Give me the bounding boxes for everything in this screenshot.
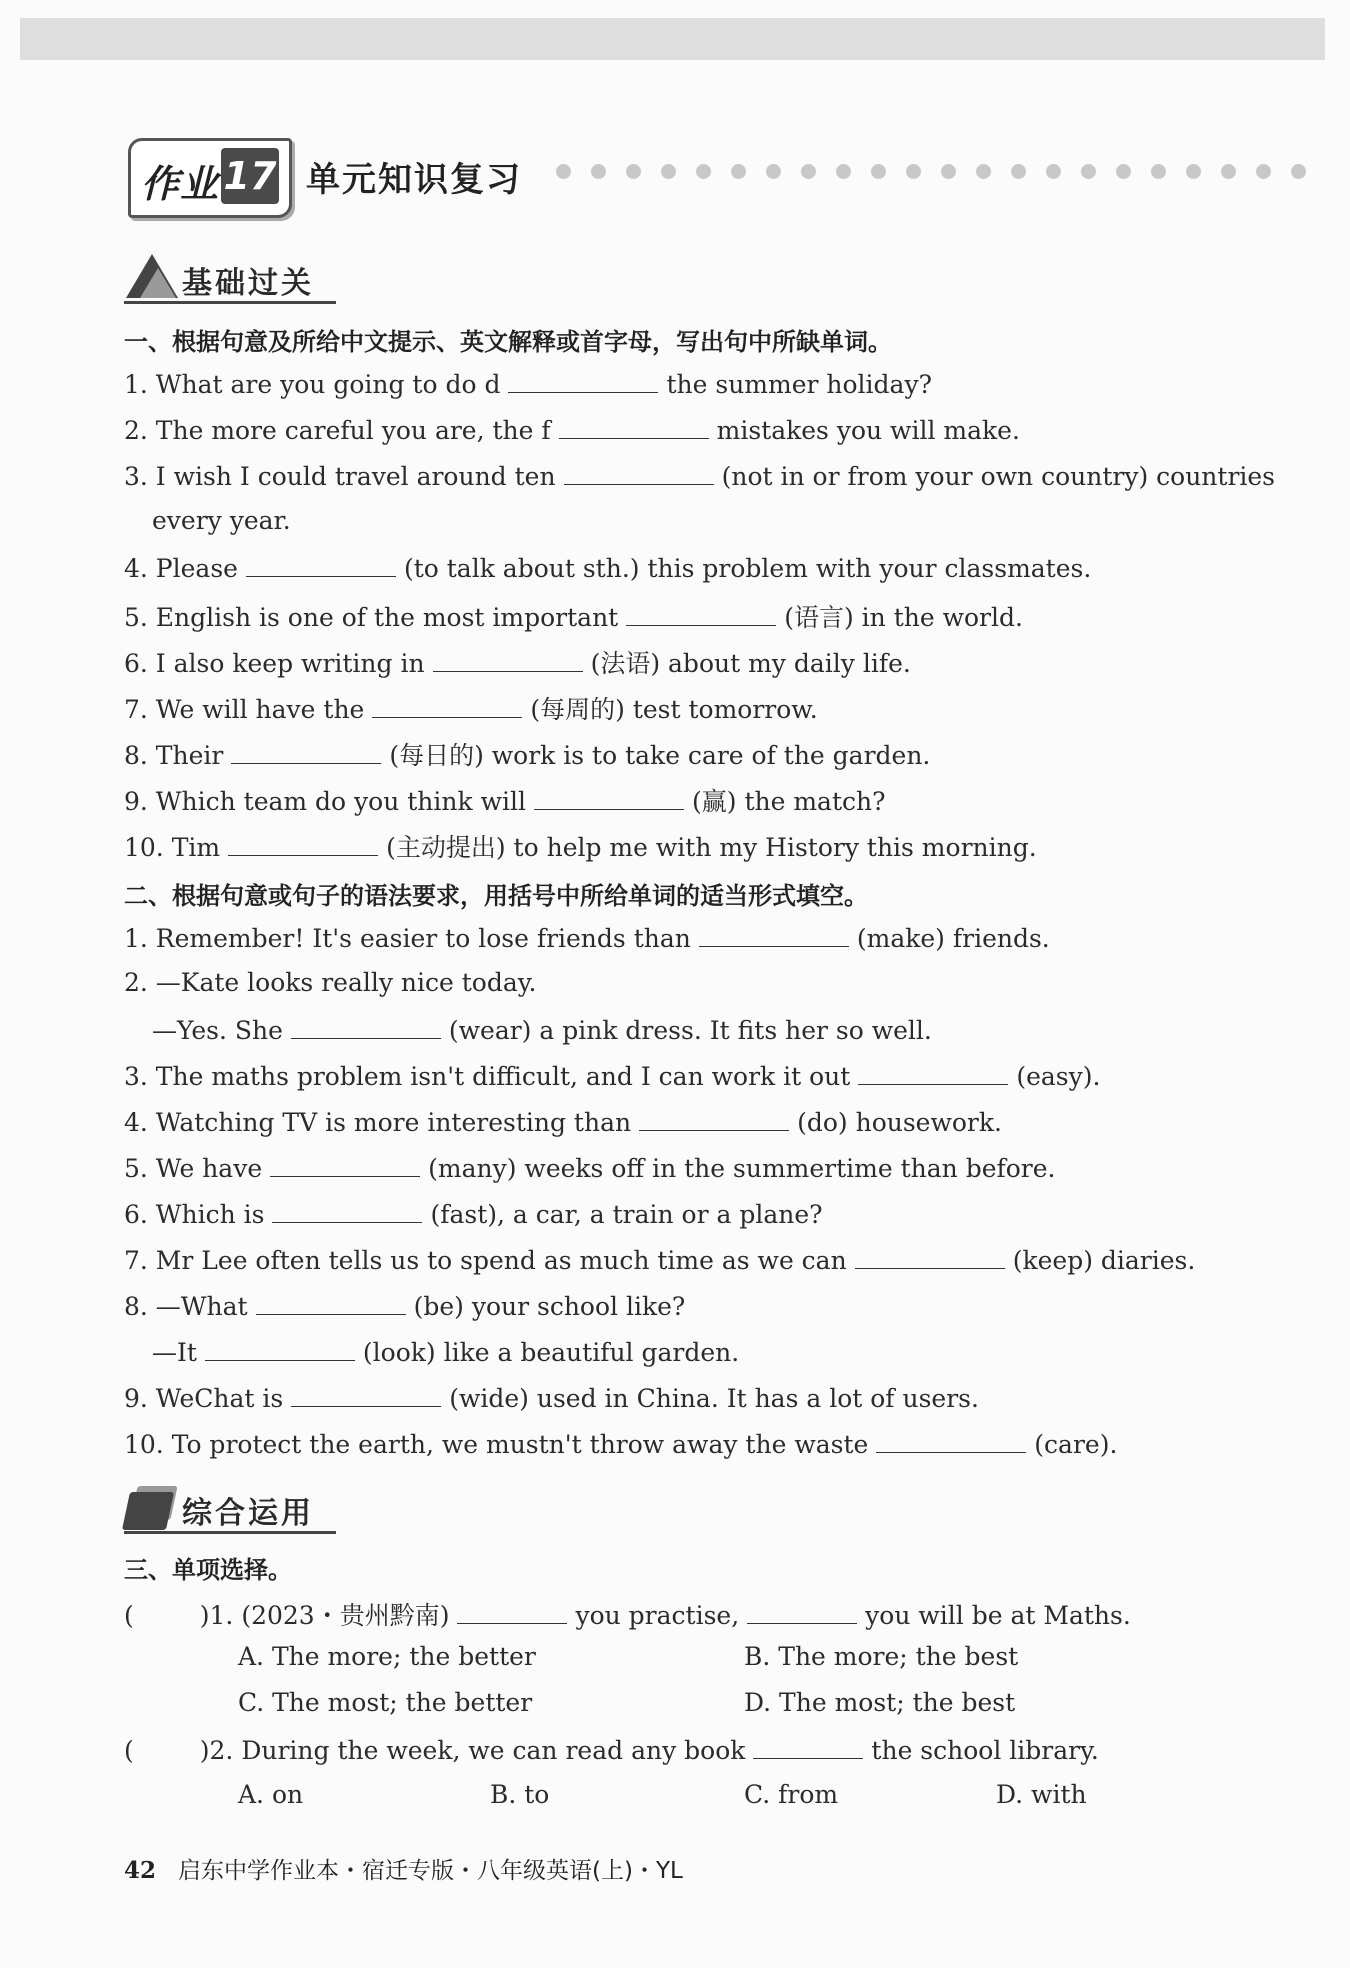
- question-line: 9. Which team do you think will (赢) the match?: [124, 787, 886, 816]
- answer-blank[interactable]: [699, 922, 849, 947]
- question-line: 5. We have (many) weeks off in the summertime than before.: [124, 1154, 1056, 1183]
- question-line: 9. WeChat is (wide) used in China. It has a lot of users.: [124, 1384, 979, 1413]
- answer-paren-open: (: [124, 1736, 134, 1765]
- option-d[interactable]: D. The most; the best: [744, 1688, 1016, 1717]
- answer-blank[interactable]: [858, 1060, 1008, 1085]
- question-line: —Yes. She (wear) a pink dress. It fits her so well.: [152, 1016, 932, 1045]
- question-line: 7. Mr Lee often tells us to spend as much time as we can (keep) diaries.: [124, 1246, 1196, 1275]
- answer-blank[interactable]: [231, 739, 381, 764]
- answer-blank[interactable]: [256, 1290, 406, 1315]
- question-line: 8. Their (每日的) work is to take care of the garden.: [124, 741, 931, 770]
- question-line: 8. —What (be) your school like?: [124, 1292, 686, 1321]
- answer-blank[interactable]: [747, 1599, 857, 1624]
- option-b[interactable]: B. to: [490, 1780, 550, 1809]
- answer-blank[interactable]: [270, 1152, 420, 1177]
- answer-blank[interactable]: [433, 647, 583, 672]
- question-line: 7. We will have the (每周的) test tomorrow.: [124, 695, 818, 724]
- part2-instruction: 二、根据句意或句子的语法要求，用括号中所给单词的适当形式填空。: [124, 882, 868, 910]
- mc-question-1: ( )1. (2023・贵州黔南) you practise, you will be at Maths.: [124, 1601, 1131, 1630]
- mc-question-2: ( )2. During the week, we can read any book the school library.: [124, 1736, 1099, 1765]
- book-series-title: 启东中学作业本・宿迁专版・八年级英语(上)・YL: [178, 1858, 683, 1884]
- page-number: 42: [124, 1857, 157, 1884]
- answer-blank[interactable]: [508, 368, 658, 393]
- option-a[interactable]: A. on: [238, 1780, 304, 1809]
- question-line: 4. Watching TV is more interesting than (do) housework.: [124, 1108, 1002, 1137]
- answer-blank[interactable]: [246, 552, 396, 577]
- answer-blank[interactable]: [272, 1198, 422, 1223]
- section-underline: [124, 1531, 336, 1534]
- question-line: 2. The more careful you are, the f mistakes you will make.: [124, 416, 1020, 445]
- homework-label: 作业: [141, 162, 220, 206]
- option-b[interactable]: B. The more; the best: [744, 1642, 1019, 1671]
- option-d[interactable]: D. with: [996, 1780, 1087, 1809]
- answer-blank[interactable]: [205, 1336, 355, 1361]
- answer-paren-open: (: [124, 1601, 134, 1630]
- answer-blank[interactable]: [534, 785, 684, 810]
- question-line: 5. English is one of the most important (语言) in the world.: [124, 603, 1023, 632]
- section-underline: [124, 301, 336, 304]
- option-a[interactable]: A. The more; the better: [238, 1642, 536, 1671]
- scan-top-band: [20, 18, 1325, 60]
- decorative-dots: [556, 164, 1306, 179]
- option-c[interactable]: C. from: [744, 1780, 839, 1809]
- answer-blank[interactable]: [457, 1599, 567, 1624]
- section-banner-basic: [124, 254, 336, 304]
- answer-blank[interactable]: [639, 1106, 789, 1131]
- question-line: 1. What are you going to do d the summer holiday?: [124, 370, 932, 399]
- question-line: —It (look) like a beautiful garden.: [152, 1338, 740, 1367]
- part1-instruction: 一、根据句意及所给中文提示、英文解释或首字母，写出句中所缺单词。: [124, 328, 892, 356]
- answer-blank[interactable]: [372, 693, 522, 718]
- section-label: 基础过关: [182, 266, 314, 301]
- page-footer: [124, 1852, 683, 1885]
- answer-blank[interactable]: [559, 414, 709, 439]
- question-line: 3. The maths problem isn't difficult, and I can work it out (easy).: [124, 1062, 1101, 1091]
- question-line: 1. Remember! It's easier to lose friends than (make) friends.: [124, 924, 1050, 953]
- answer-blank[interactable]: [228, 831, 378, 856]
- answer-blank[interactable]: [855, 1244, 1005, 1269]
- question-line-continued: every year.: [152, 506, 291, 535]
- answer-blank[interactable]: [876, 1428, 1026, 1453]
- question-line: 10. To protect the earth, we mustn't throw away the waste (care).: [124, 1430, 1118, 1459]
- section-label: 综合运用: [182, 1496, 314, 1531]
- answer-blank[interactable]: [564, 460, 714, 485]
- option-c[interactable]: C. The most; the better: [238, 1688, 533, 1717]
- homework-badge: [128, 138, 292, 218]
- homework-number: 17: [221, 148, 279, 204]
- question-line: 3. I wish I could travel around ten (not in or from your own country) countries: [124, 462, 1276, 491]
- page-title: 单元知识复习: [306, 160, 522, 200]
- question-line: 4. Please (to talk about sth.) this problem with your classmates.: [124, 554, 1092, 583]
- part3-instruction: 三、单项选择。: [124, 1556, 292, 1584]
- question-line: 2. —Kate looks really nice today.: [124, 968, 537, 997]
- answer-blank[interactable]: [753, 1734, 863, 1759]
- answer-blank[interactable]: [291, 1014, 441, 1039]
- answer-blank[interactable]: [291, 1382, 441, 1407]
- question-line: 6. Which is (fast), a car, a train or a plane?: [124, 1200, 823, 1229]
- question-line: 10. Tim (主动提出) to help me with my History this morning.: [124, 833, 1037, 862]
- section-banner-comprehensive: [124, 1484, 336, 1534]
- question-line: 6. I also keep writing in (法语) about my daily life.: [124, 649, 911, 678]
- answer-blank[interactable]: [626, 601, 776, 626]
